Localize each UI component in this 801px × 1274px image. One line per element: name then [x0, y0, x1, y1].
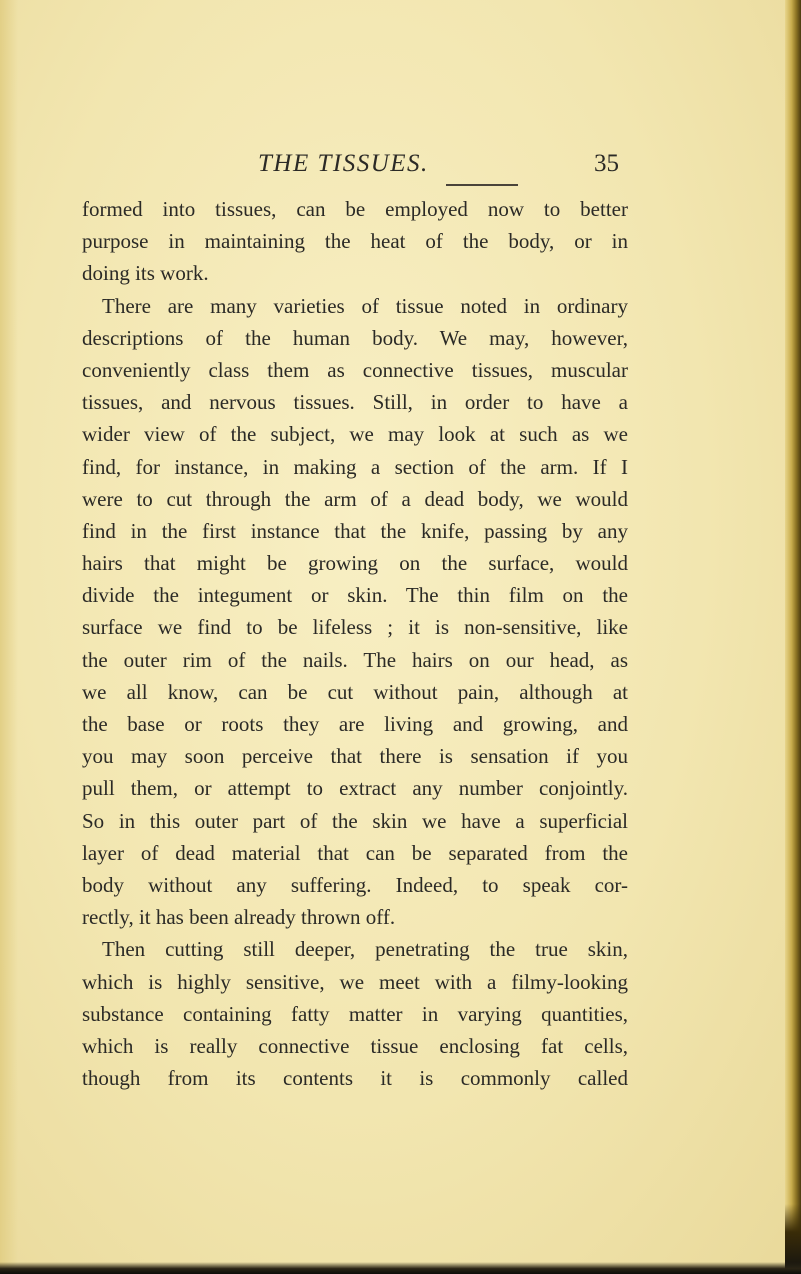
text-line: purpose in maintaining the heat of the body, or in [82, 229, 628, 254]
page-number: 35 [594, 150, 619, 177]
text-line: divide the integument or skin. The thin film on the [82, 583, 628, 608]
text-line: formed into tissues, can be employed now to better [82, 197, 628, 221]
text-line: rectly, it has been already thrown off. [82, 905, 396, 930]
text-line: doing its work. [82, 261, 209, 286]
text-line: we all know, can be cut without pain, although at [82, 679, 628, 704]
text-line: There are many varieties of tissue noted in ordinary [102, 293, 628, 318]
page-gutter-shadow [0, 0, 18, 1274]
text-line: you may soon perceive that there is sensation if you [82, 744, 628, 769]
body-text [82, 193, 628, 1094]
text-line: tissues, and nervous tissues. Still, in order to have a [82, 390, 628, 415]
running-head-title: THE TISSUES. [258, 150, 429, 177]
text-line: though from its contents it is commonly called [82, 1066, 628, 1091]
text-line: layer of dead material that can be separated from the [82, 840, 628, 865]
text-line: surface we find to be lifeless ; it is non-sensitive, like [82, 615, 628, 640]
running-head [0, 150, 801, 190]
text-line: conveniently class them as connective tissues, muscular [82, 357, 628, 382]
text-line: So in this outer part of the skin we have a superficial [82, 808, 628, 833]
text-line: were to cut through the arm of a dead body, we would [82, 486, 628, 511]
text-line: wider view of the subject, we may look at such as we [82, 422, 628, 447]
binding-edge [785, 0, 801, 1274]
text-line: substance containing fatty matter in varying quantities, [82, 1001, 628, 1026]
text-line: find in the first instance that the knife, passing by any [82, 518, 628, 543]
text-line: the base or roots they are living and growing, and [82, 712, 628, 736]
header-rule [446, 184, 518, 186]
text-line: find, for instance, in making a section of the arm. If I [82, 454, 628, 479]
text-line: descriptions of the human body. We may, however, [82, 325, 628, 350]
text-line: which is really connective tissue enclosing fat cells, [82, 1033, 628, 1058]
page-bottom-edge [0, 1262, 801, 1274]
text-line: pull them, or attempt to extract any number conjointly. [82, 776, 628, 801]
text-line: Then cutting still deeper, penetrating the true skin, [102, 937, 628, 962]
text-line: body without any suffering. Indeed, to speak cor- [82, 872, 628, 897]
text-line: hairs that might be growing on the surface, would [82, 551, 628, 576]
text-line: which is highly sensitive, we meet with a filmy-looking [82, 969, 628, 994]
text-line: the outer rim of the nails. The hairs on our head, as [82, 647, 628, 672]
